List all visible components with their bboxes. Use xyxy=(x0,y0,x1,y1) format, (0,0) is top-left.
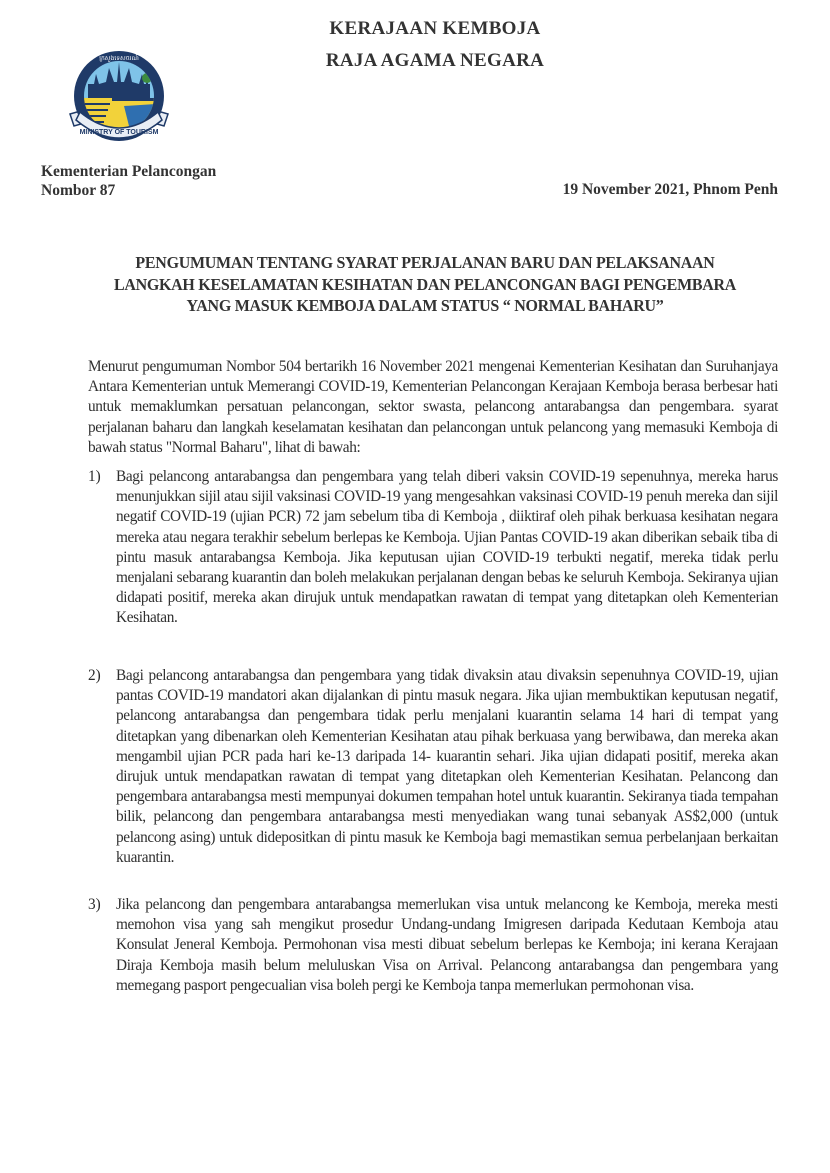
national-motto: RAJA AGAMA NEGARA xyxy=(325,50,545,71)
intro-paragraph: Menurut pengumuman Nombor 504 bertarikh 16 November 2021 mengenai Kementerian Kesihatan dan Suruhanjaya Antara Kementerian untuk Memerangi COVID-19, Kementerian Pelancongan Kerajaan Kemboja berasa berbesar hati untuk memaklumkan persatuan pelancongan, sektor swasta, pelancong antarabangsa dan pengembara. syarat perjalanan baharu dan langkah keselamatan kesihatan dan pelancongan untuk pelancong yang memasuki Kemboja di bawah status "Normal Baharu", lihat di bawah: xyxy=(88,358,778,456)
list-item xyxy=(88,467,778,629)
reference-number: Nombor 87 xyxy=(41,182,116,199)
list-item-text: Bagi pelancong antarabangsa dan pengembara yang telah diberi vaksin COVID-19 sepenuhnya, mereka harus menunjukkan sijil atau sijil vaksinasi COVID-19 yang mengesahkan vaksinasi COVID-19 penuh mereka dan sijil negatif COVID-19 (ujian PCR) 72 jam sebelum tiba di Kemboja , diiktiraf oleh pihak berkuasa kesihatan negara mereka atau negara terakhir sebelum berlepas ke Kemboja. Ujian Pantas COVID-19 akan diberikan sebaik tiba di pintu masuk antarabangsa Kemboja. Jika keputusan ujian COVID-19 terbukti negatif, mereka tidak perlu menjalani sebarang kuarantin dan boleh melakukan perjalanan dengan bebas ke seluruh Kemboja. Sekiranya ujian didapati positif, mereka akan dirujuk untuk mendapatkan rawatan di tempat yang ditetapkan oleh Kementerian Kesihatan. xyxy=(116,468,778,627)
list-item-text: Jika pelancong dan pengembara antarabangsa memerlukan visa untuk melancong ke Kemboja, mereka mesti memohon visa yang sah mengikut prosedur Undang-undang Imigresen daripada Kedutaan Kemboja atau Konsulat Jeneral Kemboja. Permohonan visa mesti dibuat sebelum berlepas ke Kemboja; ini kerana Kerajaan Diraja Kemboja masih belum meluluskan Visa on Arrival. Pelancong antarabangsa dan pengembara yang memegang pasport pengecualian visa boleh pergi ke Kemboja tanpa memerlukan permohonan visa. xyxy=(116,896,778,994)
list-item xyxy=(88,666,778,868)
list-item-number: 3) xyxy=(88,896,101,913)
list-item-number: 2) xyxy=(88,667,101,684)
issuer-block xyxy=(41,162,216,200)
date-place: 19 November 2021, Phnom Penh xyxy=(562,181,778,198)
announcement-title: PENGUMUMAN TENTANG SYARAT PERJALANAN BARU DAN PELAKSANAAN LANGKAH KESELAMATAN KESIHATAN DAN PELANCONGAN BAGI PENGEMBARA YANG MASUK KEMBOJA DALAM STATUS “ NORMAL BAHARU” xyxy=(113,253,737,315)
kingdom-name: KERAJAAN KEMBOJA xyxy=(329,18,541,39)
svg-text:ក្រសួងទេសចរណ៍: ក្រសួងទេសចរណ៍ xyxy=(99,55,139,62)
list-item xyxy=(88,895,778,996)
list-item-text: Bagi pelancong antarabangsa dan pengembara yang tidak divaksin atau divaksin sepenuhnya COVID-19, ujian pantas COVID-19 mandatori akan dijalankan di pintu masuk negara. Jika ujian membuktikan keputusan negatif, pelancong antarabangsa dan pengembara tidak perlu menjalani kuarantin selama 14 hari di tempat yang ditetapkan yang dibenarkan oleh Kementerian Kesihatan atau pihak berkuasa yang berwibawa, dan mereka akan mengambil ujian PCR pada hari ke-13 daripada 14- kuarantin sehari. Jika ujian didapati positif, mereka akan dirujuk untuk mendapatkan rawatan di tempat yang ditetapkan oleh Kementerian Kesihatan. Pelancong dan pengembara antarabangsa mesti mempunyai dokumen tempahan hotel untuk kuarantin. Sekiranya tiada tempahan bilik, pelancong dan pengembara antarabangsa mesti menyediakan wang tunai sebanyak AS$2,000 (untuk pelancong asing) untuk didepositkan di pintu masuk ke Kemboja bagi memastikan semua perbelanjaan berkaitan kuarantin. xyxy=(116,667,778,866)
ministry-name: Kementerian Pelancongan xyxy=(41,163,217,180)
letterhead-kingdom xyxy=(0,18,830,72)
svg-text:MINISTRY OF TOURISM: MINISTRY OF TOURISM xyxy=(79,129,159,136)
list-item-number: 1) xyxy=(88,468,101,485)
